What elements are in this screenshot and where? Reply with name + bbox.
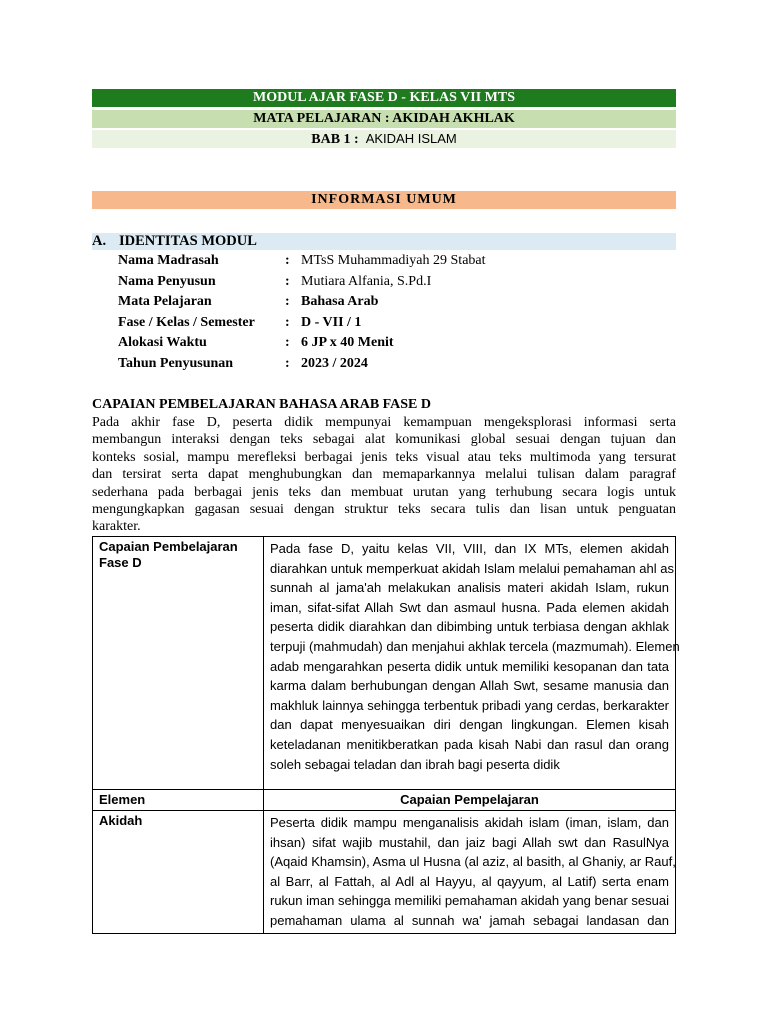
table-cell <box>264 811 676 934</box>
identity-key: Mata Pelajaran <box>118 294 212 309</box>
body-line: Peserta didik mampu menganalisis akidah islam (iman, islam, dan <box>270 815 669 830</box>
module-title: MODUL AJAR FASE D - KELAS VII MTS <box>252 90 516 105</box>
paragraph-line: konteks sosial, mampu merefleksi berbagai jenis teks visual atau teks multimoda yang tersurat <box>92 449 676 465</box>
body-line: rukun iman sehingga memiliki pemahaman akidah yang benar sesuai <box>270 893 669 909</box>
body-line: (Aqaid Khamsin), Asma ul Husna (al aziz, al basith, al Ghaniy, ar Rauf, <box>270 854 676 870</box>
identity-key: Tahun Penyusunan <box>118 356 234 371</box>
table-cell <box>93 537 264 790</box>
body-line: diarahkan untuk memperkuat akidah Islam melalui pemahaman ahl as <box>270 560 674 576</box>
identity-value: 6 JP x 40 Menit <box>301 335 394 350</box>
row-label: Capaian Pembelajaran Fase D <box>99 539 238 570</box>
identity-sep: : <box>285 294 290 309</box>
header-cell-capaian: Capaian Pempelajaran <box>264 790 676 811</box>
table-header-row <box>93 790 676 811</box>
paragraph-line: dan tersirat serta dapat menghubungkan dan memaparkannya melalui tulisan dalam paragraf <box>92 467 676 483</box>
subject-title: MATA PELAJARAN : AKIDAH AKHLAK <box>253 111 515 126</box>
identity-sep: : <box>285 253 290 268</box>
body-line: al Barr, al Fattah, al Adl al Hayyu, al qayyum, al Latif) serta enam <box>270 873 669 889</box>
body-line: ihsan) sifat wajib mustahil, dan jaiz bagi Allah swt dan RasulNya <box>270 834 669 850</box>
module-title-banner <box>92 89 676 107</box>
identity-key: Nama Penyusun <box>118 274 216 289</box>
chapter-name: AKIDAH ISLAM <box>365 131 457 146</box>
body-line: iman, sifat-sifat Allah Swt dan asmaul husna. Pada elemen akidah <box>270 599 669 615</box>
paragraph-line: sederhana pada berbagai jenis teks dan membuat urutan yang terhubung secara logis untuk <box>92 484 676 500</box>
chapter-banner <box>92 130 676 148</box>
identity-value: Mutiara Alfania, S.Pd.I <box>301 274 432 289</box>
body-line: makhluk lainnya sehingga terbentuk pribadi yang cerdas, berkarakter <box>270 697 669 713</box>
table-cell <box>93 811 264 934</box>
table-row <box>93 537 676 790</box>
body-line: dan dapat menyesuaikan diri dengan lingkungan. Elemen kisah <box>270 717 669 733</box>
body-line: sunnah al jama'ah melakukan analisis materi akidah Islam, rukun <box>270 580 669 596</box>
identity-value: 2023 / 2024 <box>301 356 368 371</box>
identity-sep: : <box>285 274 290 289</box>
body-line: adab mengarahkan peserta didik untuk memiliki kesopanan dan tata <box>270 658 669 674</box>
identity-key: Alokasi Waktu <box>118 335 207 350</box>
paragraph-line: Pada akhir fase D, peserta didik mempunyai kemampuan mengeksplorasi informasi serta <box>92 415 676 430</box>
info-umum-title: INFORMASI UMUM <box>311 192 457 207</box>
chapter-label: BAB 1 : <box>311 132 359 147</box>
info-umum-banner <box>92 191 676 209</box>
body-line: pemahaman ulama al sunnah wa' jamah sebagai landasan dan <box>270 912 669 928</box>
header-cell-elemen: Elemen <box>93 790 264 811</box>
capaian-paragraph <box>92 414 676 536</box>
paragraph-line: membangun interaksi dengan teks sebagai alat komunikasi global sesuai dengan tujuan dan <box>92 432 676 448</box>
identity-sep: : <box>285 335 290 350</box>
table-cell <box>264 537 680 790</box>
body-line: soleh sebagai teladan dan ibrah bagi peserta didik <box>270 756 560 772</box>
table-row <box>93 811 676 934</box>
capaian-table <box>92 536 680 934</box>
paragraph-line: karakter. <box>92 519 141 535</box>
subject-banner <box>92 110 676 128</box>
paragraph-line: mengungkapkan gagasan sesuai dengan struktur teks secara tulis dan lisan untuk penguatan <box>92 501 676 517</box>
identitas-heading <box>92 233 676 250</box>
identity-key: Nama Madrasah <box>118 253 219 268</box>
body-line: peserta didik diarahkan dan dibimbing untuk terbiasa dengan akhlak <box>270 619 669 635</box>
section-title: IDENTITAS MODUL <box>119 233 257 249</box>
identity-value: Bahasa Arab <box>301 294 379 309</box>
identity-sep: : <box>285 356 290 371</box>
identity-key: Fase / Kelas / Semester <box>118 315 255 330</box>
body-line: Pada fase D, yaitu kelas VII, VIII, dan IX MTs, elemen akidah <box>270 541 669 556</box>
body-line: keteladanan menitikberatkan pada kisah Nabi dan rasul dan orang <box>270 736 669 752</box>
row-label: Akidah <box>99 813 143 828</box>
section-letter: A. <box>92 233 107 249</box>
identity-sep: : <box>285 315 290 330</box>
identity-value: MTsS Muhammadiyah 29 Stabat <box>301 253 486 268</box>
body-line: terpuji (mahmudah) dan menjahui akhlak tercela (mazmumah). Elemen <box>270 638 680 654</box>
body-line: karma dalam berhubungan dengan Allah Swt, sesame manusia dan <box>270 678 669 694</box>
identity-value: D - VII / 1 <box>301 315 362 330</box>
row-body <box>270 539 680 774</box>
capaian-title: CAPAIAN PEMBELAJARAN BAHASA ARAB FASE D <box>92 397 432 412</box>
row-body <box>270 813 676 931</box>
